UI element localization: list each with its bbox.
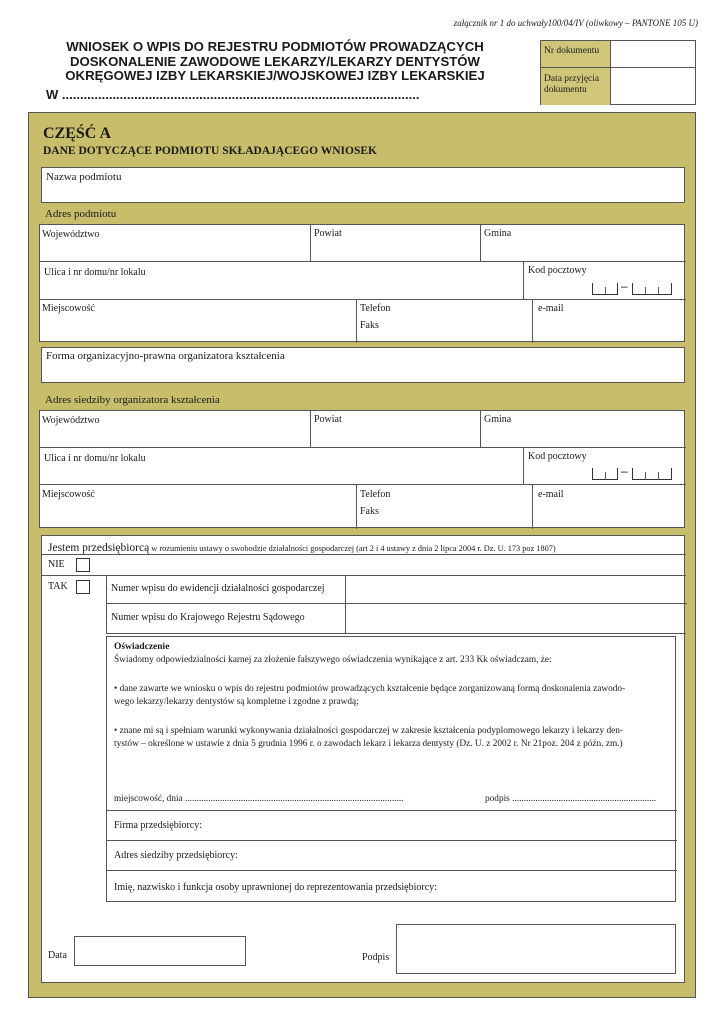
document-registration-box [540, 40, 696, 105]
seat-city-label: Miejscowość [42, 489, 95, 500]
part-title: CZĘŚĆ A [43, 125, 112, 142]
entity-name-field[interactable] [41, 167, 685, 203]
seat-address-heading: Adres siedziby organizatora kształcenia [45, 394, 220, 406]
phone-fax-input[interactable] [357, 300, 532, 343]
email-label: e-mail [538, 303, 564, 314]
yes-label: TAK [48, 581, 68, 592]
title-line-3: OKRĘGOWEJ IZBY LEKARSKIEJ/WOJSKOWEJ IZBY LEKARSKIEJ [65, 68, 485, 83]
declaration-point-1a: • dane zawarte we wniosku o wpis do rejestru podmiotów prowadzących kształcenie będące zorganizowaną formą doskonalenia zawodo- [114, 684, 626, 694]
document-number-input[interactable] [611, 41, 696, 67]
street-input[interactable] [40, 262, 523, 299]
company-address-field[interactable] [107, 841, 677, 870]
representative-label: Imię, nazwisko i funkcja osoby uprawnionej do reprezentowania przedsiębiorcy: [114, 882, 437, 893]
seat-commune-label: Gmina [484, 414, 512, 425]
yes-checkbox[interactable] [76, 580, 90, 594]
declaration-point-2b: tystów – określone w ustawie z dnia 5 grudnia 1996 r. o zawodach lekarz i lekarza dentysty (Dz. U. z 2002 r. Nr 21poz. 204 z późn. zm.) [114, 739, 623, 749]
declaration-point-1 [114, 683, 625, 709]
chamber-name-field[interactable]: W ................................................................................................... [46, 87, 420, 102]
city-input[interactable] [40, 300, 356, 343]
krs-input[interactable] [346, 604, 687, 633]
seat-postal-code-input[interactable] [592, 464, 678, 482]
seat-phone-fax-input[interactable] [357, 485, 532, 529]
part-a-section [28, 112, 696, 998]
seat-email-input[interactable] [533, 485, 686, 529]
receipt-date-label-2: dokumentu [544, 85, 587, 95]
postal-dash: – [621, 279, 628, 293]
seat-voivodeship-label: Województwo [42, 415, 100, 426]
seat-email-label: e-mail [538, 489, 564, 500]
receipt-date-label-1: Data przyjęcia [544, 74, 600, 84]
title-line-2: DOSKONALENIE ZAWODOWE LEKARZY/LEKARZY DENTYSTÓW [69, 53, 481, 69]
seat-street-input[interactable] [40, 448, 523, 484]
fax-label: Faks [360, 320, 379, 331]
declaration-point-2 [114, 725, 623, 751]
form-title [40, 40, 510, 84]
declaration-point-2a: • znane mi są i spełniam warunki wykonywania działalności gospodarczej w zakresie kształcenia podyplomowego lekarzy i lekarzy den- [114, 726, 623, 736]
declaration-signature-field[interactable]: podpis .............................................................. [485, 794, 657, 804]
receipt-date-label [544, 74, 599, 96]
declaration-title: Oświadczenie [114, 642, 170, 652]
title-line-1: WNIOSEK O WPIS DO REJESTRU PODMIOTÓW PROWADZĄCYCH [66, 39, 484, 54]
seat-postal-dash: – [621, 464, 628, 478]
no-label: NIE [48, 559, 65, 570]
receipt-date-input[interactable] [611, 68, 696, 105]
commune-input[interactable] [481, 225, 686, 261]
seat-city-input[interactable] [40, 485, 356, 529]
city-label: Miejscowość [42, 303, 95, 314]
postal-code-label: Kod pocztowy [528, 265, 587, 276]
email-input[interactable] [533, 300, 686, 343]
seat-county-label: Powiat [314, 414, 342, 425]
signature-input[interactable] [396, 924, 676, 974]
business-register-input[interactable] [346, 575, 687, 603]
phone-label: Telefon [360, 303, 391, 314]
company-address-label: Adres siedziby przedsiębiorcy: [114, 850, 238, 861]
seat-county-input[interactable] [311, 411, 480, 447]
entity-address-heading: Adres podmiotu [45, 208, 117, 220]
legal-form-field[interactable] [41, 347, 685, 383]
company-name-label: Firma przedsiębiorcy: [114, 820, 203, 831]
declaration-intro: Świadomy odpowiedzialności karnej za złożenie fałszywego oświadczenia wynikające z art. 233 Kk oświadczam, że: [114, 655, 552, 665]
business-register-label: Numer wpisu do ewidencji działalności gospodarczej [111, 583, 325, 594]
county-label: Powiat [314, 228, 342, 239]
seat-fax-label: Faks [360, 506, 379, 517]
seat-address-block [39, 410, 685, 528]
entity-address-block [39, 224, 685, 342]
voivodeship-input[interactable] [40, 225, 310, 261]
seat-postal-code-label: Kod pocztowy [528, 451, 587, 462]
entity-name-label: Nazwa podmiotu [46, 171, 122, 183]
krs-label: Numer wpisu do Krajowego Rejestru Sądowego [111, 612, 305, 623]
place-date-field[interactable]: miejscowość, dnia .............................................................................................. [114, 794, 404, 804]
legal-form-label: Forma organizacyjno-prawna organizatora kształcenia [46, 350, 285, 362]
date-input[interactable] [74, 936, 246, 966]
entrepreneur-law-ref: w rozumieniu ustawy o swobodzie działalności gospodarczej (art 2 i 4 ustawy z dnia 2 lipca 2004 r. Dz. U. 173 poz 1807) [149, 544, 556, 553]
seat-street-label: Ulica i nr domu/nr lokalu [44, 453, 146, 464]
entrepreneur-lead: Jestem przedsiębiorcą [48, 542, 150, 554]
declaration-point-1b: wego lekarzy/lekarzy dentystów są kompletne i zgodne z prawdą; [114, 697, 359, 707]
entrepreneur-block [41, 535, 685, 983]
part-subtitle: DANE DOTYCZĄCE PODMIOTU SKŁADAJĄCEGO WNIOSEK [43, 145, 377, 157]
document-number-label: Nr dokumentu [544, 46, 600, 56]
annex-note: załącznik nr 1 do uchwały100/04/IV (oliwkowy – PANTONE 105 U) [453, 18, 698, 28]
seat-phone-label: Telefon [360, 489, 391, 500]
representative-field[interactable] [107, 871, 677, 902]
declaration-box [106, 636, 676, 902]
seat-voivodeship-input[interactable] [40, 411, 310, 447]
county-input[interactable] [311, 225, 480, 261]
date-label: Data [48, 950, 67, 961]
company-name-field[interactable] [107, 811, 677, 840]
postal-code-input[interactable] [592, 279, 678, 297]
seat-commune-input[interactable] [481, 411, 686, 447]
registration-numbers-table [106, 575, 686, 633]
street-label: Ulica i nr domu/nr lokalu [44, 267, 146, 278]
signature-label: Podpis [362, 952, 390, 963]
voivodeship-label: Województwo [42, 229, 100, 240]
commune-label: Gmina [484, 228, 512, 239]
no-checkbox[interactable] [76, 558, 90, 572]
